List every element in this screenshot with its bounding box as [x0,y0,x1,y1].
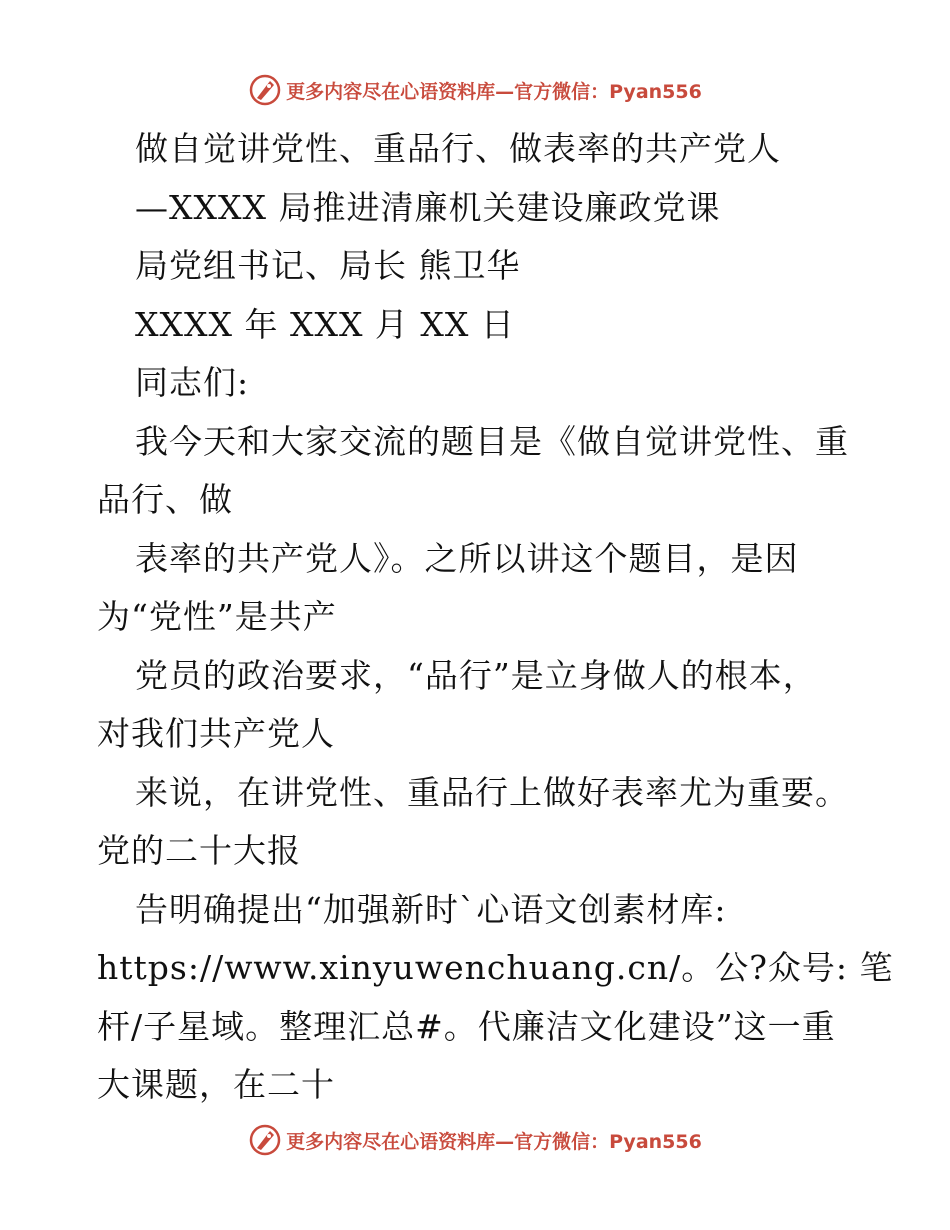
document-date: XXXX 年 XXX 月 XX 日 [135,304,515,344]
document-title: 做自觉讲党性、重品行、做表率的共产党人 [135,129,781,168]
document-body [97,120,894,1115]
document-author: 局党组书记、局长 熊卫华 [135,246,521,285]
body-line: 杆/子星域。整理汇总#。代廉洁文化建设”这一重 [97,1006,836,1046]
footer-banner-text: 更多内容尽在心语资料库—官方微信：Pyan556 [286,1130,702,1153]
pen-nib-logo-icon [248,1123,282,1157]
header-banner [0,70,950,110]
header-banner-text: 更多内容尽在心语资料库—官方微信：Pyan556 [286,80,702,103]
body-line: https://www.xinyuwenchuang.cn/。公?众号: 笔 [97,948,894,987]
body-line: 品行、做 [97,480,233,519]
body-line: 为“党性”是共产 [97,597,337,636]
body-line: 告明确提出“加强新时`心语文创素材库: [135,889,727,929]
body-line: 大课题，在二十 [97,1065,335,1104]
body-line: 我今天和大家交流的题目是《做自觉讲党性、重 [135,421,849,461]
salutation: 同志们: [135,363,250,402]
body-line: 党员的政治要求，“品行”是立身做人的根本， [135,655,817,695]
body-line: 表率的共产党人》。之所以讲这个题目，是因 [135,538,799,578]
pen-nib-logo-icon [248,73,282,107]
body-line: 对我们共产党人 [97,714,335,753]
footer-banner [0,1120,950,1160]
body-line: 来说，在讲党性、重品行上做好表率尤为重要。 [135,772,849,812]
body-line: 党的二十大报 [97,831,301,870]
document-subtitle: —XXXX 局推进清廉机关建设廉政党课 [135,187,721,227]
